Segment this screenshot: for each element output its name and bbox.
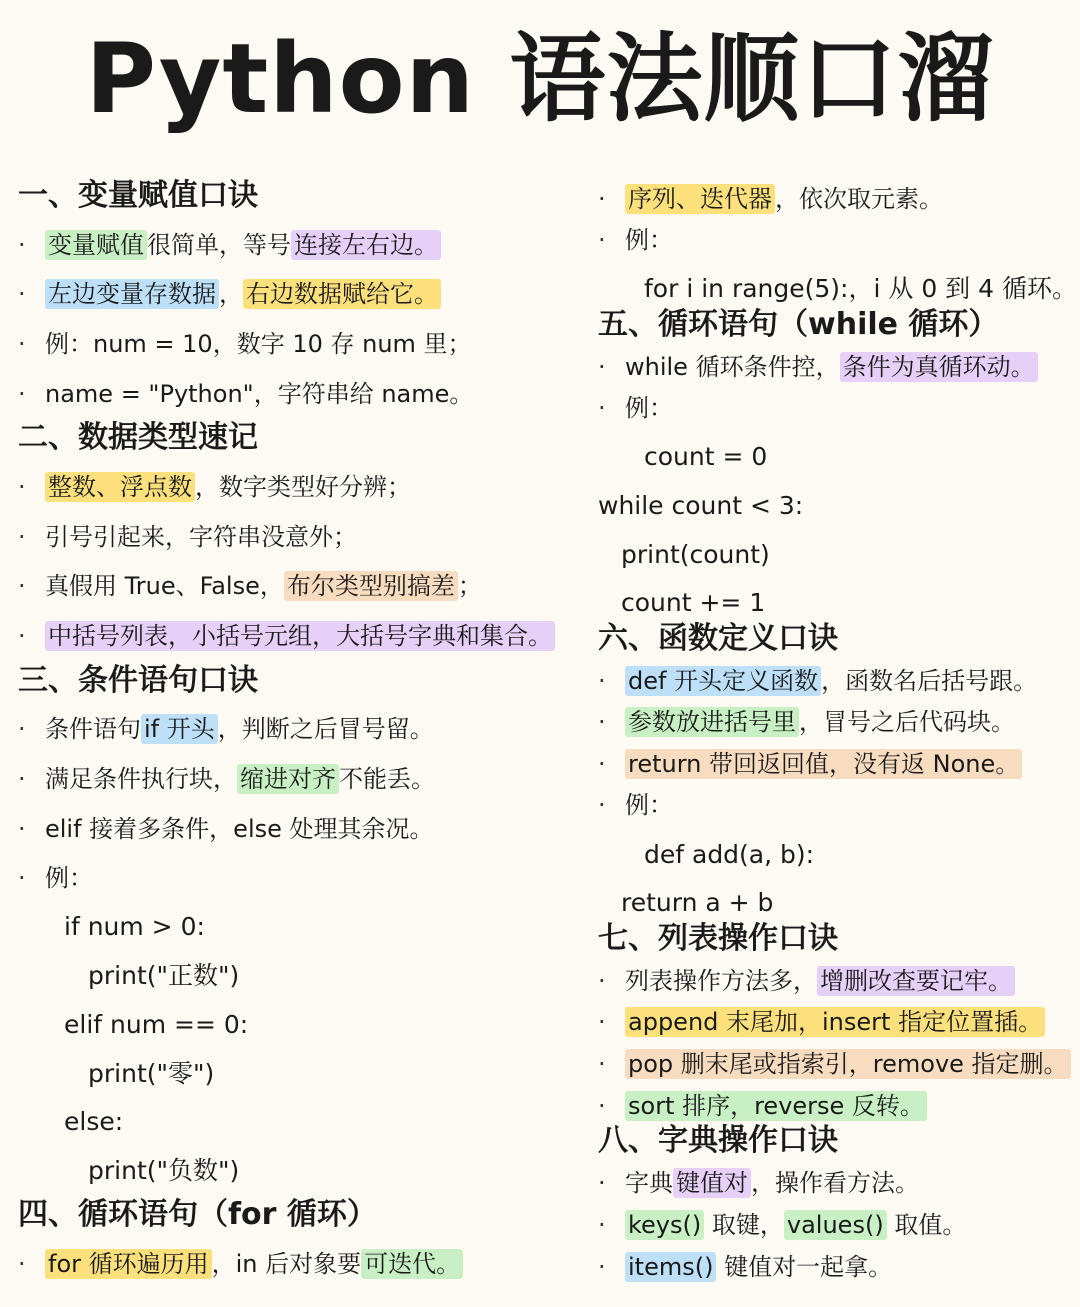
text-segment: 引号引起来，字符串没意外； <box>45 523 357 551</box>
text-segment: print("正数") <box>88 961 240 990</box>
highlighted-text: 缩进对齐 <box>237 764 339 794</box>
text-segment: 例：num = 10，数字 10 存 num 里； <box>45 330 472 358</box>
highlighted-text: 整数、浮点数 <box>45 472 195 502</box>
highlighted-text: 参数放进括号里 <box>625 707 799 737</box>
code-line <box>64 1105 123 1139</box>
text-segment: count += 1 <box>621 588 766 617</box>
bullet-item <box>598 350 1038 384</box>
section-heading <box>598 619 838 659</box>
bullet-dot-icon: · <box>598 791 606 819</box>
text-segment: while count < 3: <box>598 491 804 520</box>
text-segment: ，依次取元素。 <box>775 185 943 213</box>
bullet-dot-icon: · <box>598 1008 606 1036</box>
text-segment: ，冒号之后代码块。 <box>799 708 1015 736</box>
highlighted-text: 键值对 <box>673 1168 751 1198</box>
bullet-dot-icon: · <box>18 765 26 793</box>
bullet-item <box>598 1166 919 1200</box>
text-segment: def add(a, b): <box>644 840 815 869</box>
highlighted-text: 右边数据赋给它。 <box>243 279 441 309</box>
code-line <box>88 1057 214 1091</box>
bullet-item <box>18 520 357 554</box>
bullet-item <box>598 747 1022 781</box>
bullet-dot-icon: · <box>18 1250 26 1278</box>
text-segment: 一、变量赋值口诀 <box>18 178 258 213</box>
text-segment: print("负数") <box>88 1156 240 1185</box>
highlighted-text: 左边变量存数据 <box>45 279 219 309</box>
bullet-item <box>18 712 434 746</box>
text-segment: 二、数据类型速记 <box>18 420 258 455</box>
text-segment: 条件语句 <box>45 715 141 743</box>
section-heading <box>18 418 258 458</box>
bullet-dot-icon: · <box>18 380 26 408</box>
text-segment: 例： <box>45 864 93 892</box>
text-segment: for i in range(5):，i 从 0 到 4 循环。 <box>644 274 1077 303</box>
text-segment: 例： <box>625 226 673 254</box>
bullet-dot-icon: · <box>598 708 606 736</box>
bullet-item <box>598 223 673 257</box>
text-segment: else: <box>64 1107 124 1136</box>
bullet-item <box>598 1047 1071 1081</box>
text-segment: 五、循环语句（while 循环） <box>598 307 999 342</box>
bullet-dot-icon: · <box>598 1169 606 1197</box>
highlighted-text: values() <box>784 1210 887 1240</box>
highlighted-text: append 末尾加，insert 指定位置插。 <box>625 1007 1045 1037</box>
bullet-item <box>598 1250 892 1284</box>
bullet-item <box>18 619 555 653</box>
text-segment: 例： <box>625 791 673 819</box>
bullet-dot-icon: · <box>598 226 606 254</box>
highlighted-text: def 开头定义函数 <box>625 666 821 696</box>
text-segment: if num > 0: <box>64 912 205 941</box>
bullet-item <box>598 1005 1045 1039</box>
code-line <box>644 272 1077 306</box>
text-segment: 取值。 <box>886 1211 967 1239</box>
text-segment: ，操作看方法。 <box>751 1169 919 1197</box>
text-segment: 列表操作方法多， <box>625 967 817 995</box>
bullet-item <box>18 812 434 846</box>
highlighted-text: 条件为真循环动。 <box>840 352 1038 382</box>
bullet-dot-icon: · <box>18 330 26 358</box>
code-line <box>621 538 770 572</box>
code-line <box>88 1154 239 1188</box>
code-line <box>621 886 773 920</box>
code-line <box>621 586 765 620</box>
bullet-dot-icon: · <box>598 185 606 213</box>
bullet-item <box>598 664 1037 698</box>
text-segment: ， <box>219 280 243 308</box>
highlighted-text: for 循环遍历用 <box>45 1249 212 1279</box>
bullet-dot-icon: · <box>598 1253 606 1281</box>
code-line <box>88 959 239 993</box>
text-segment: ，判断之后冒号留。 <box>217 715 434 743</box>
bullet-dot-icon: · <box>598 1050 606 1078</box>
text-segment: elif num == 0: <box>64 1010 249 1039</box>
bullet-dot-icon: · <box>598 394 606 422</box>
highlighted-text: 变量赋值 <box>45 230 147 260</box>
bullet-dot-icon: · <box>598 1211 606 1239</box>
bullet-dot-icon: · <box>18 572 26 600</box>
code-line <box>644 440 767 474</box>
text-segment: ； <box>457 572 482 600</box>
bullet-item <box>18 569 482 603</box>
text-segment: elif 接着多条件，else 处理其余况。 <box>45 815 434 843</box>
bullet-item <box>598 1208 966 1242</box>
text-segment: 不能丢。 <box>339 765 435 793</box>
text-segment: 键值对一起拿。 <box>716 1253 893 1281</box>
text-segment: 八、字典操作口诀 <box>598 1123 838 1158</box>
code-line <box>644 838 814 872</box>
section-heading <box>18 661 258 701</box>
text-segment: count = 0 <box>644 442 768 471</box>
bullet-dot-icon: · <box>18 715 26 743</box>
bullet-item <box>598 391 673 425</box>
bullet-dot-icon: · <box>598 750 606 778</box>
text-segment: return a + b <box>621 888 774 917</box>
bullet-dot-icon: · <box>18 864 26 892</box>
bullet-item <box>18 1247 463 1281</box>
highlighted-text: 中括号列表，小括号元组，大括号字典和集合。 <box>45 621 555 651</box>
code-line <box>598 489 803 523</box>
bullet-item <box>18 228 441 262</box>
bullet-item <box>18 377 473 411</box>
highlighted-text: return 带回返回值，没有返 None。 <box>625 749 1022 779</box>
section-heading <box>18 176 258 216</box>
text-segment: print(count) <box>621 540 770 569</box>
bullet-item <box>18 470 411 504</box>
code-line <box>64 910 205 944</box>
highlighted-text: items() <box>625 1252 716 1282</box>
text-segment: 例： <box>625 394 673 422</box>
highlighted-text: 增删改查要记牢。 <box>817 966 1015 996</box>
text-segment: ，in 后对象要 <box>211 1250 362 1278</box>
text-segment: 七、列表操作口诀 <box>598 921 838 956</box>
bullet-dot-icon: · <box>18 622 26 650</box>
text-segment: 四、循环语句（for 循环） <box>18 1197 377 1232</box>
text-segment: 六、函数定义口诀 <box>598 621 838 656</box>
bullet-dot-icon: · <box>18 473 26 501</box>
text-segment: print("零") <box>88 1059 215 1088</box>
text-segment: ，数字类型好分辨； <box>195 473 411 501</box>
bullet-item <box>18 327 472 361</box>
highlighted-text: 序列、迭代器 <box>625 184 775 214</box>
highlighted-text: 可迭代。 <box>361 1249 463 1279</box>
highlighted-text: pop 删末尾或指索引，remove 指定删。 <box>625 1049 1071 1079</box>
text-segment: 满足条件执行块， <box>45 765 237 793</box>
highlighted-text: 连接左右边。 <box>291 230 441 260</box>
bullet-dot-icon: · <box>598 353 606 381</box>
bullet-dot-icon: · <box>598 1092 606 1120</box>
text-segment: name = "Python"，字符串给 name。 <box>45 380 474 408</box>
section-heading <box>598 305 998 345</box>
highlighted-text: keys() <box>625 1210 704 1240</box>
text-segment: 三、条件语句口诀 <box>18 663 258 698</box>
text-segment: ，函数名后括号跟。 <box>821 667 1038 695</box>
text-segment: while 循环条件控， <box>625 353 840 381</box>
section-heading <box>598 919 838 959</box>
highlighted-text: 布尔类型别搞差 <box>284 571 458 601</box>
code-line <box>64 1008 248 1042</box>
bullet-dot-icon: · <box>18 280 26 308</box>
bullet-dot-icon: · <box>598 667 606 695</box>
bullet-dot-icon: · <box>18 815 26 843</box>
bullet-item <box>598 705 1015 739</box>
bullet-item <box>18 762 435 796</box>
bullet-item <box>598 964 1015 998</box>
section-heading <box>598 1121 838 1161</box>
bullet-item <box>18 277 441 311</box>
highlighted-text: if 开头 <box>141 714 218 744</box>
highlighted-text: sort 排序，reverse 反转。 <box>625 1091 927 1121</box>
text-segment: 字典 <box>625 1169 673 1197</box>
bullet-item <box>598 1089 927 1123</box>
page-title: Python 语法顺口溜 <box>85 23 995 135</box>
bullet-item <box>598 788 673 822</box>
bullet-dot-icon: · <box>598 967 606 995</box>
text-segment: 真假用 True、False， <box>45 572 284 600</box>
text-segment: 取键， <box>704 1211 784 1239</box>
bullet-dot-icon: · <box>18 523 26 551</box>
section-heading <box>18 1195 377 1235</box>
bullet-item <box>18 861 93 895</box>
bullet-item <box>598 182 943 216</box>
text-segment: 很简单，等号 <box>147 231 291 259</box>
bullet-dot-icon: · <box>18 231 26 259</box>
